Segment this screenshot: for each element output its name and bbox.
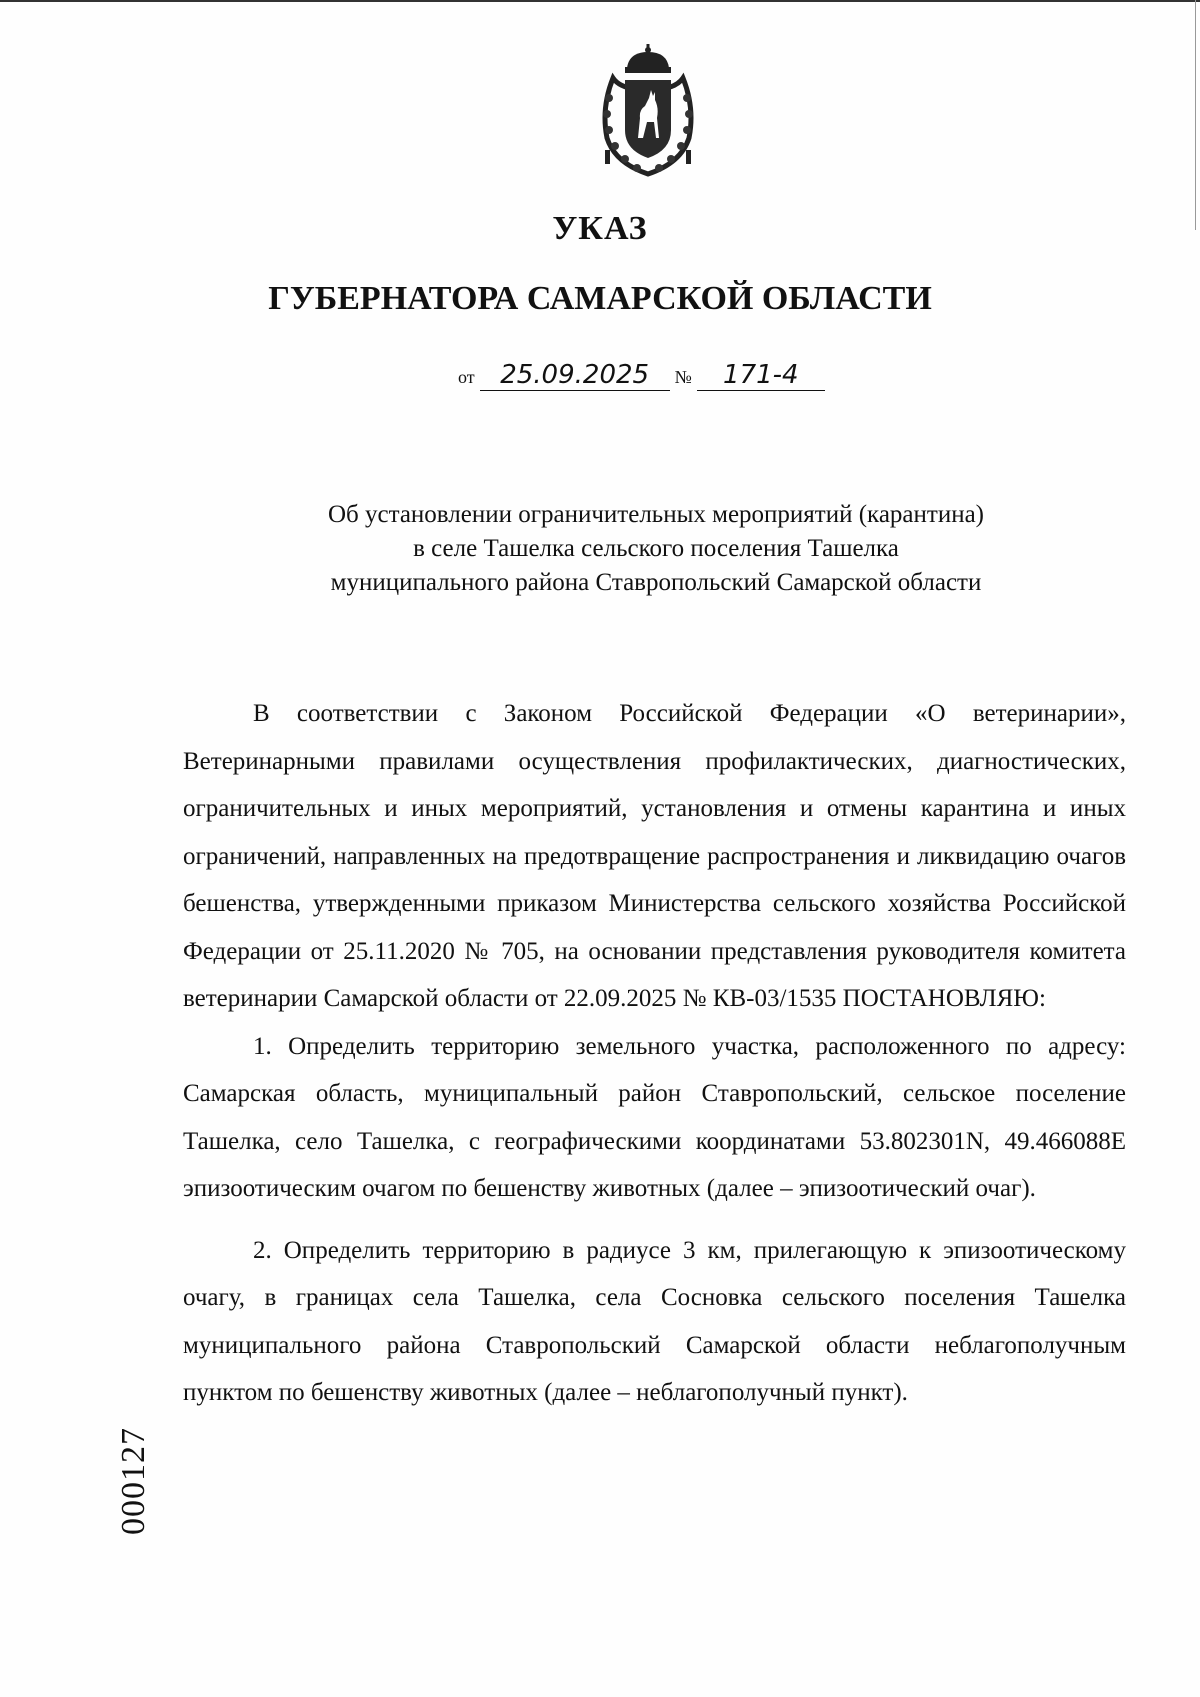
margin-stamp-number: 000127 <box>115 1427 152 1535</box>
preamble-paragraph: В соответствии с Законом Российской Федерации «О ветеринарии», Ветеринарными правилами осуществления профилактических, диагностических, ограничительных и иных мероприятий, установления и отмены карантина и иных ограничений, направленных на предотвращение распространения и ликвидацию очагов бешенства, утвержденными приказом Министерства сельского хозяйства Российской Федерации от 25.11.2020 № 705, на основании представления руководителя комитета ветеринарии Самарской области от 22.09.2025 № КВ-03/1535 ПОСТАНОВЛЯЮ: <box>183 700 1126 1012</box>
document-title: УКАЗ <box>552 210 648 247</box>
document-body <box>183 690 1126 1417</box>
document-issuer: ГУБЕРНАТОРА САМАРСКОЙ ОБЛАСТИ <box>268 280 932 317</box>
date-number-line <box>458 360 825 391</box>
subject-line: Об установлении ограничительных мероприятий (карантина) <box>327 501 985 528</box>
date-value: 25.09.2025 <box>480 360 670 391</box>
right-edge <box>1195 0 1196 230</box>
item-paragraph-1: 1. Определить территорию земельного участка, расположенного по адресу: Самарская область, муниципальный район Ставропольский, сельское поселение Ташелка, село Ташелка, с географическими координатами 53.802301N, 49.466088E эпизоотическим очагом по бешенству животных (далее – эпизоотический очаг). <box>183 1032 1126 1202</box>
item-paragraph-2: 2. Определить территорию в радиусе 3 км, прилегающую к эпизоотическому очагу, в границах села Ташелка, села Сосновка сельского поселения Ташелка муниципального района Ставропольский Самарской области неблагополучным пунктом по бешенству животных (далее – неблагополучный пункт). <box>183 1236 1126 1406</box>
number-prefix: № <box>674 367 692 387</box>
document-subject <box>0 498 1200 600</box>
top-edge <box>0 0 1200 2</box>
samara-coat-of-arms-icon <box>583 38 713 178</box>
subject-line: муниципального района Ставропольский Самарской области <box>330 569 982 596</box>
subject-line: в селе Ташелка сельского поселения Ташелка <box>413 535 899 562</box>
number-value: 171-4 <box>697 360 825 391</box>
date-prefix: от <box>458 367 475 387</box>
